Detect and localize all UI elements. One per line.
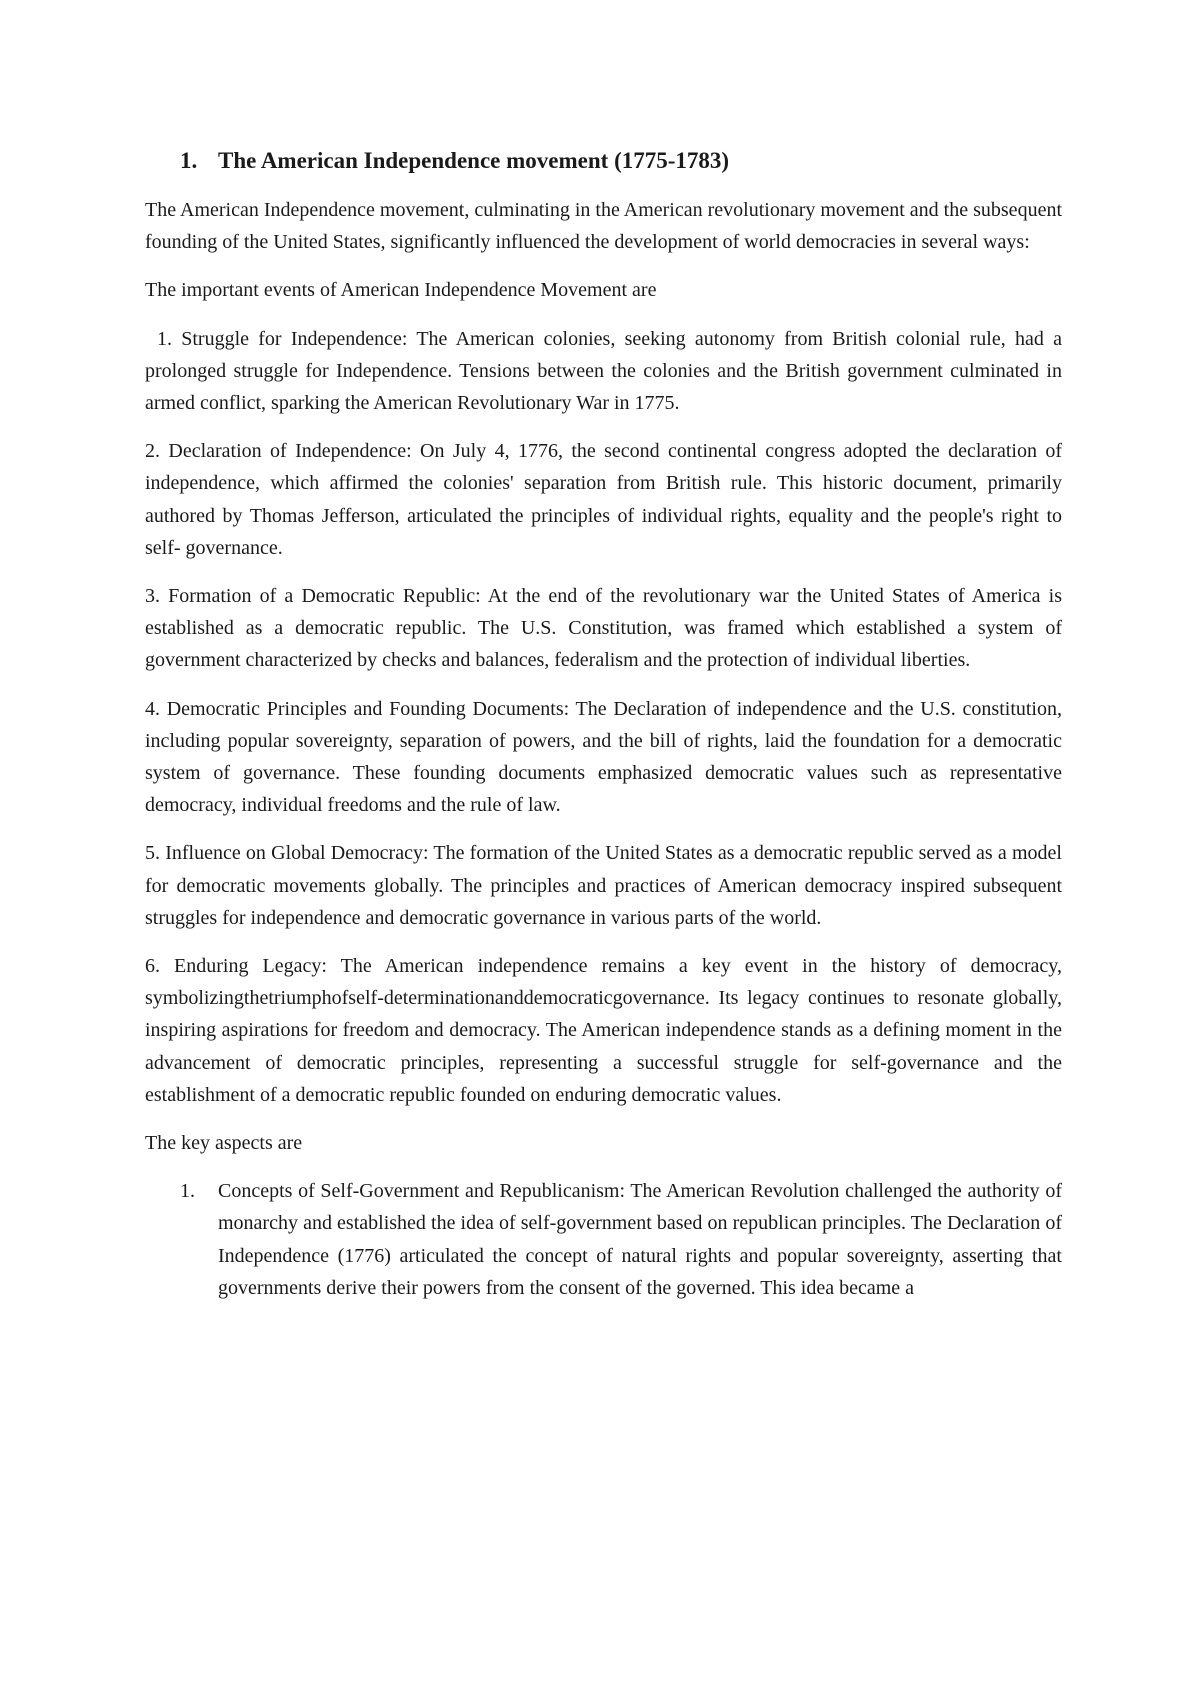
event-paragraph: 2. Declaration of Independence: On July 4, 1776, the second continental congress adopted the declaration of independence, which affirmed the colonies' separation from British rule. This historic document, primarily authored by Thomas Jefferson, articulated the principles of individual rights, equality and the people's right to self- governance.: [145, 440, 1062, 559]
key-aspect-item: [145, 1175, 1062, 1304]
document-page: [145, 146, 1062, 1304]
intro-paragraph: The American Independence movement, culminating in the American revolutionary movement and the subsequent founding of the United States, significantly influenced the development of world democracies in several ways:: [145, 199, 1062, 254]
event-paragraph: 1. Struggle for Independence: The American colonies, seeking autonomy from British colonial rule, had a prolonged struggle for Independence. Tensions between the colonies and the British government culminated in armed conflict, sparking the American Revolutionary War in 1775.: [145, 327, 1062, 415]
section-heading-text: The American Independence movement (1775-1783): [218, 148, 730, 173]
event-paragraph: 6. Enduring Legacy: The American independence remains a key event in the history of democracy, symbolizingthetriumphofself-determinationanddemocraticgovernance. Its legacy continues to resonate globally, inspiring aspirations for freedom and democracy. The American independence stands as a defining moment in the advancement of democratic principles, representing a successful struggle for self-governance and the establishment of a democratic republic founded on enduring democratic values.: [145, 955, 1062, 1106]
event-paragraph: 3. Formation of a Democratic Republic: At the end of the revolutionary war the United States of America is established as a democratic republic. The U.S. Constitution, was framed which established a system of government characterized by checks and balances, federalism and the protection of individual liberties.: [145, 585, 1062, 672]
events-intro: The important events of American Independence Movement are: [145, 279, 657, 302]
key-aspects-intro: The key aspects are: [145, 1132, 303, 1155]
section-heading: [180, 146, 1062, 176]
section-heading-number: 1.: [180, 148, 198, 173]
key-aspect-text: Concepts of Self-Government and Republicanism: The American Revolution challenged the authority of monarchy and established the idea of self-government based on republican principles. The Declaration of Independence (1776) articulated the concept of natural rights and popular sovereignty, asserting that governments derive their powers from the consent of the governed. This idea became a: [218, 1180, 1062, 1299]
key-aspects-list: [145, 1175, 1062, 1304]
key-aspect-number: 1.: [180, 1180, 195, 1203]
event-paragraph: 4. Democratic Principles and Founding Documents: The Declaration of independence and the U.S. constitution, including popular sovereignty, separation of powers, and the bill of rights, laid the foundation for a democratic system of governance. These founding documents emphasized democratic values such as representative democracy, individual freedoms and the rule of law.: [145, 697, 1062, 817]
event-paragraph: 5. Influence on Global Democracy: The formation of the United States as a democratic republic served as a model for democratic movements globally. The principles and practices of American democracy inspired subsequent struggles for independence and democratic governance in various parts of the world.: [145, 842, 1062, 929]
